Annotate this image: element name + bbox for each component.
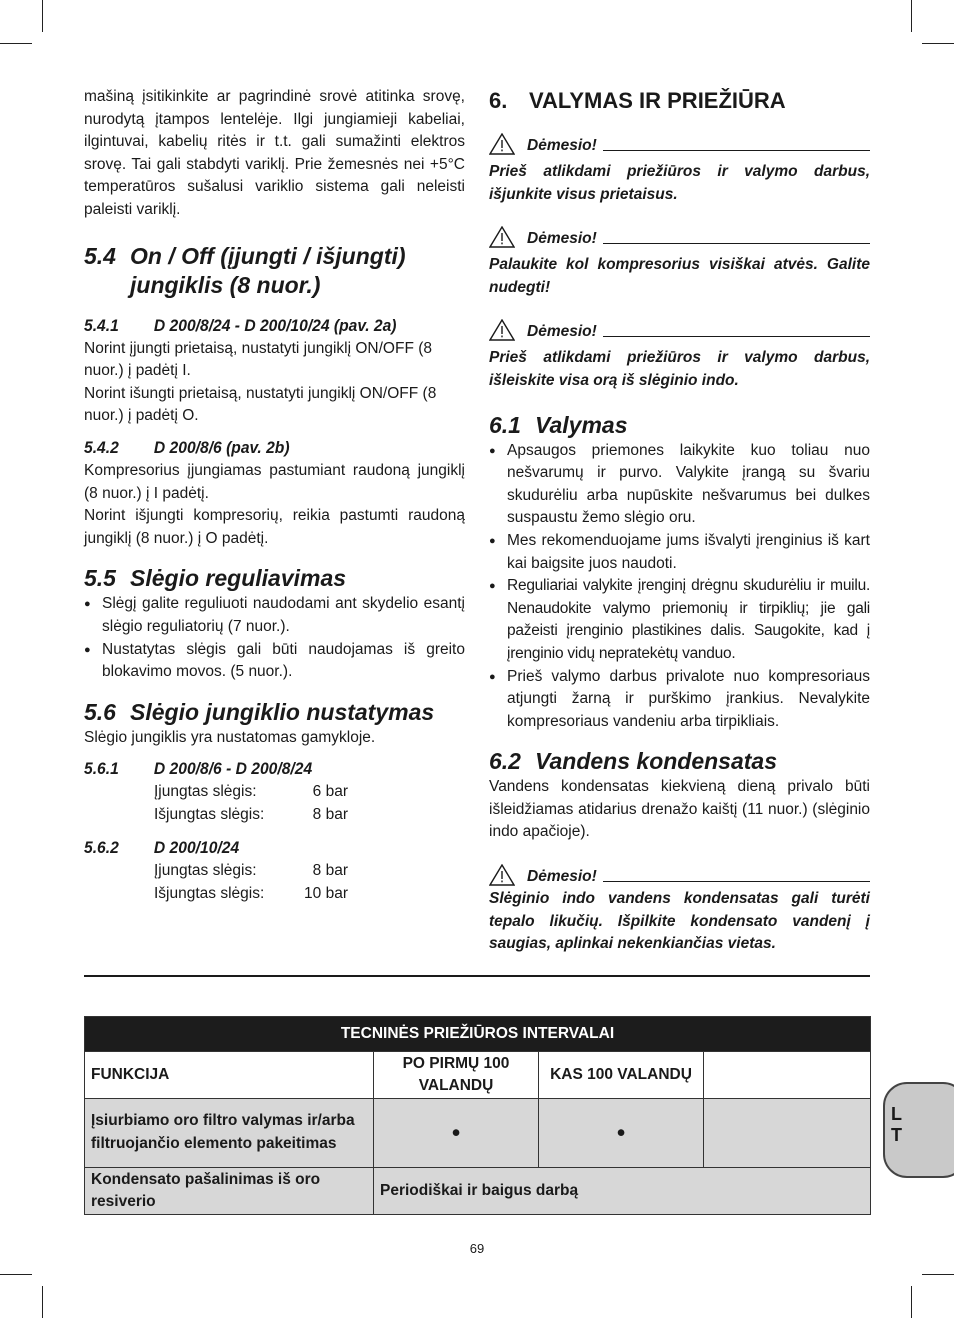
left-column <box>84 86 465 906</box>
intro-paragraph: mašiną įsitikinkite ar pagrindinė srovė atitinka srovę, nurodytą įtampos lentelėje. Ilgi jungiamieji kabeliai, ilgintuvai, kabelių ritės ir t.t. gali sumažinti elektros srovę. Tai gali stabdyti variklį. Prie žemesnės nei +5°C temperatūros sušalusi variklio sistema gali neleisti paleisti variklį. <box>84 88 465 218</box>
warning-triangle-icon <box>489 864 515 886</box>
warning-label: Dėmesio! <box>527 323 597 341</box>
column-header <box>704 1052 871 1099</box>
bullet-list <box>489 440 870 734</box>
pressure-row <box>154 883 465 906</box>
warning-rule <box>603 150 870 151</box>
pressure-value: 6 bar <box>312 783 348 801</box>
section-5-4-1-heading <box>84 314 435 338</box>
paragraph: Kompresorius įjungiamas pastumiant raudoną jungiklį (8 nuor.) į I padėtį. <box>84 461 465 502</box>
language-tab-label <box>891 1104 902 1146</box>
section-title: Vandens kondensatas <box>535 748 778 775</box>
crop-mark <box>42 0 43 32</box>
warning-header <box>489 222 870 248</box>
table-title: TECNINĖS PRIEŽIŪROS INTERVALAI <box>85 1017 871 1052</box>
warning-rule <box>603 881 870 882</box>
section-title: D 200/10/24 <box>153 838 240 858</box>
table-row <box>85 1099 871 1168</box>
section-number: 6.1 <box>489 411 521 438</box>
paragraph: Slėgio jungiklis yra nustatomas gamykloje. <box>84 728 376 746</box>
section-6-heading <box>489 86 870 115</box>
section-title: Valymas <box>535 411 628 438</box>
table-cell-bullet: ● <box>374 1099 539 1168</box>
language-tab-letter: T <box>891 1125 902 1145</box>
section-5-4-2-heading <box>84 436 435 460</box>
right-column <box>489 86 870 956</box>
crop-mark <box>911 1286 912 1318</box>
table-cell: Kondensato pašalinimas iš oro resiverio <box>85 1168 374 1215</box>
list-item: ● Apsaugos priemones laikykite kuo toliau nuo nešvarumų ir purvo. Valykite įrangą su švariu skudurėliu arba nupūskite nešvarumus bei dulkes suspaustu žemo slėgio oru. <box>489 440 870 530</box>
table-cell: Įsiurbiamo oro filtro valymas ir/arba filtruojančio elemento pakeitimas <box>85 1099 374 1168</box>
language-tab-letter: L <box>891 1104 902 1124</box>
section-number: 6. <box>489 88 508 113</box>
warning-text: Prieš atlikdami priežiūros ir valymo darbus, išleiskite visa orą iš slėginio indo. <box>489 349 870 389</box>
page-number: 69 <box>469 1241 485 1256</box>
section-5-4-heading <box>84 242 465 300</box>
warning-header <box>489 315 870 341</box>
warning-header <box>489 129 870 155</box>
horizontal-divider <box>84 975 870 977</box>
pressure-label: Išjungtas slėgis: <box>154 885 265 903</box>
section-number: 5.6.1 <box>84 759 119 779</box>
maintenance-table <box>84 1016 871 1215</box>
section-title: D 200/8/6 (pav. 2b) <box>153 437 290 457</box>
warning-triangle-icon <box>489 133 515 155</box>
section-title: D 200/8/6 - D 200/8/24 <box>153 759 313 779</box>
section-number: 5.4.2 <box>84 437 119 457</box>
section-6-2-heading <box>489 747 870 776</box>
section-5-6-1-heading <box>84 757 435 781</box>
warning-label: Dėmesio! <box>527 230 597 248</box>
section-5-6-2-heading <box>84 836 435 860</box>
paragraph: Norint išungti prietaisą, nustatyti jungiklį ON/OFF (8 nuor.) į padėtį O. <box>84 384 437 425</box>
section-title: On / Off (įjungti / išjungti) jungiklis (8 nuor.) <box>130 242 406 298</box>
pressure-value: 8 bar <box>312 862 348 880</box>
warning-rule <box>603 336 870 337</box>
pressure-row <box>154 860 465 883</box>
warning-rule <box>603 243 870 244</box>
crop-mark <box>911 0 912 32</box>
crop-mark <box>922 43 954 44</box>
pressure-label: Įjungtas slėgis: <box>154 862 257 880</box>
bullet-list <box>84 593 465 683</box>
paragraph: Norint įjungti prietaisą, nustatyti jungiklį ON/OFF (8 nuor.) į padėtį I. <box>84 339 433 380</box>
section-title: Slėgio reguliavimas <box>130 565 347 592</box>
warning-block <box>489 129 870 206</box>
warning-block <box>489 222 870 299</box>
column-header: KAS 100 VALANDŲ <box>539 1052 704 1099</box>
paragraph: Norint išjungti kompresorių, reikia pastumti raudoną jungiklį (8 nuor.) į O padėtį. <box>84 507 465 547</box>
pressure-settings <box>154 781 465 826</box>
warning-block <box>489 315 870 392</box>
section-5-6-heading <box>84 698 465 727</box>
warning-text: Palaukite kol kompresorius visiškai atvės. Galite nudegti! <box>489 256 870 296</box>
warning-label: Dėmesio! <box>527 868 597 886</box>
table-cell-bullet: ● <box>539 1099 704 1168</box>
section-number: 5.6.2 <box>84 838 119 858</box>
list-item: ● Nustatytas slėgis gali būti naudojamas iš greito blokavimo movos. (5 nuor.). <box>84 639 465 684</box>
table-row <box>85 1168 871 1215</box>
section-5-5-heading <box>84 564 465 593</box>
section-number: 5.4.1 <box>84 315 119 335</box>
warning-text: Prieš atlikdami priežiūros ir valymo darbus, išjunkite visus prietaisus. <box>489 163 870 203</box>
column-header: FUNKCIJA <box>85 1052 374 1099</box>
crop-mark <box>922 1274 954 1275</box>
list-item: ● Mes rekomenduojame jums išvalyti įrenginius iš kart kai baigsite juos naudoti. <box>489 530 870 575</box>
pressure-row <box>154 804 465 827</box>
warning-block <box>489 860 870 956</box>
pressure-value: 8 bar <box>312 805 348 823</box>
column-header: PO PIRMŲ 100 VALANDŲ <box>374 1052 539 1099</box>
section-number: 5.4 <box>84 242 116 269</box>
list-item: ● Reguliariai valykite įrenginį drėgnu skudurėliu ir muilu. Nenaudokite valymo priemonių ir tirpiklių; jie gali pažeisti įrenginio plastikines dalis. Saugokite, kad į įrenginio vidų nepratekėtų vanduo. <box>489 575 870 665</box>
section-title: D 200/8/24 - D 200/10/24 (pav. 2a) <box>153 315 397 335</box>
crop-mark <box>0 43 32 44</box>
pressure-label: Išjungtas slėgis: <box>154 805 265 823</box>
list-item: ● Prieš valymo darbus privalote nuo kompresoriaus atjungti žarną ir purškimo įrankius. Nevalykite kompresoriaus vandeniu arba tirpikliais. <box>489 666 870 734</box>
section-number: 5.5 <box>84 565 116 592</box>
warning-text: Slėginio indo vandens kondensatas gali turėti tepalo likučių. Išpilkite kondensato vandenį į saugias, aplinkai nekenkiančias vietas. <box>489 890 870 953</box>
crop-mark <box>42 1286 43 1318</box>
warning-triangle-icon <box>489 226 515 248</box>
pressure-label: Įjungtas slėgis: <box>154 783 257 801</box>
section-number: 5.6 <box>84 698 116 725</box>
crop-mark <box>0 1274 32 1275</box>
list-item: ● Slėgį galite reguliuoti naudodami ant skydelio esantį slėgio reguliatorių (7 nuor.). <box>84 593 465 638</box>
section-title: Slėgio jungiklio nustatymas <box>130 698 435 725</box>
warning-header <box>489 860 870 886</box>
table-cell <box>704 1099 871 1168</box>
pressure-value: 10 bar <box>304 885 348 903</box>
section-number: 6.2 <box>489 748 521 775</box>
table-cell: Periodiškai ir baigus darbą <box>374 1168 871 1215</box>
section-6-1-heading <box>489 411 870 440</box>
pressure-settings <box>154 860 465 905</box>
table-title-row <box>85 1017 871 1052</box>
warning-label: Dėmesio! <box>527 137 597 154</box>
table-header-row <box>85 1052 871 1099</box>
paragraph: Vandens kondensatas kiekvieną dieną privalo būti išleidžiamas atidarius drenažo kaištį (11 nuor.) (slėginio indo apačioje). <box>489 778 870 841</box>
warning-triangle-icon <box>489 319 515 341</box>
section-title: VALYMAS IR PRIEŽIŪRA <box>529 88 786 113</box>
pressure-row <box>154 781 465 804</box>
